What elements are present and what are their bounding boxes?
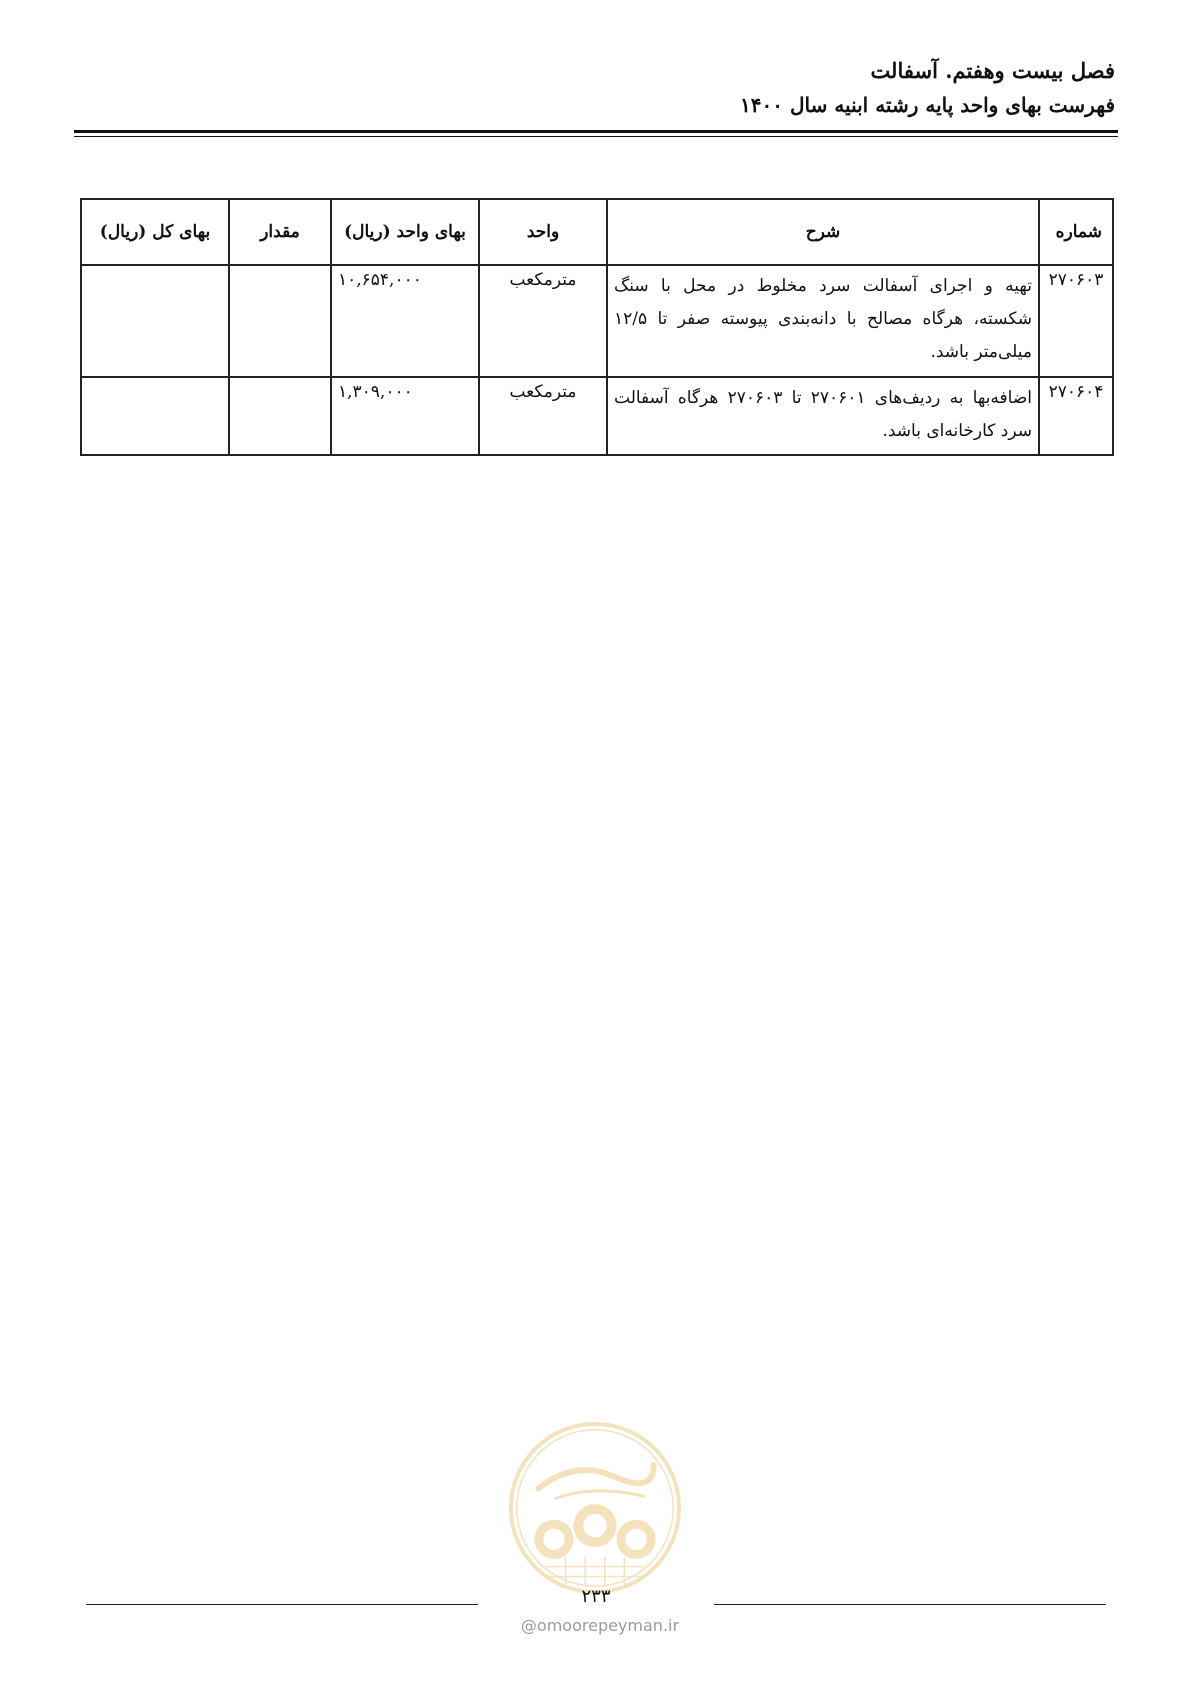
table-header-row xyxy=(81,199,1113,265)
row-unit: مترمکعب xyxy=(479,377,607,455)
row-description: تهیه و اجرای آسفالت سرد مخلوط در محل با سنگ شکسته، هرگاه مصالح با دانه‌بندی پیوسته صفر تا ۱۲/۵ میلی‌متر باشد. xyxy=(607,265,1039,377)
document-subtitle: فهرست بهای واحد پایه رشته ابنیه سال ۱۴۰۰ xyxy=(740,93,1115,117)
table-row xyxy=(81,377,1113,455)
row-description: اضافه‌بها به ردیف‌های ۲۷۰۶۰۱ تا ۲۷۰۶۰۳ هرگاه آسفالت سرد کارخانه‌ای باشد. xyxy=(607,377,1039,455)
row-total-price xyxy=(81,265,229,377)
page-header xyxy=(740,54,1115,122)
price-list-table xyxy=(80,198,1114,456)
header-number: شماره xyxy=(1039,199,1113,265)
row-number: ۲۷۰۶۰۳ xyxy=(1039,265,1113,377)
header-rule-thin xyxy=(74,136,1118,137)
website-watermark: @omoorepeyman.ir xyxy=(520,1616,680,1635)
header-total-price: بهای کل (ریال) xyxy=(81,199,229,265)
row-total-price xyxy=(81,377,229,455)
row-quantity xyxy=(229,377,331,455)
page-number: ۲۳۳ xyxy=(581,1586,611,1607)
table-row xyxy=(81,265,1113,377)
row-number: ۲۷۰۶۰۴ xyxy=(1039,377,1113,455)
row-unit: مترمکعب xyxy=(479,265,607,377)
header-description: شرح xyxy=(607,199,1039,265)
header-quantity: مقدار xyxy=(229,199,331,265)
chapter-title: فصل بیست وهفتم. آسفالت xyxy=(870,58,1115,83)
footer-rule-left xyxy=(86,1604,478,1605)
footer-rule-right xyxy=(714,1604,1106,1605)
gear-logo-watermark xyxy=(507,1420,683,1596)
header-unit-price: بهای واحد (ریال) xyxy=(331,199,479,265)
header-unit: واحد xyxy=(479,199,607,265)
row-unit-price: ۱,۳۰۹,۰۰۰ xyxy=(331,377,479,455)
row-unit-price: ۱۰,۶۵۴,۰۰۰ xyxy=(331,265,479,377)
row-quantity xyxy=(229,265,331,377)
header-rule-thick xyxy=(74,130,1118,133)
